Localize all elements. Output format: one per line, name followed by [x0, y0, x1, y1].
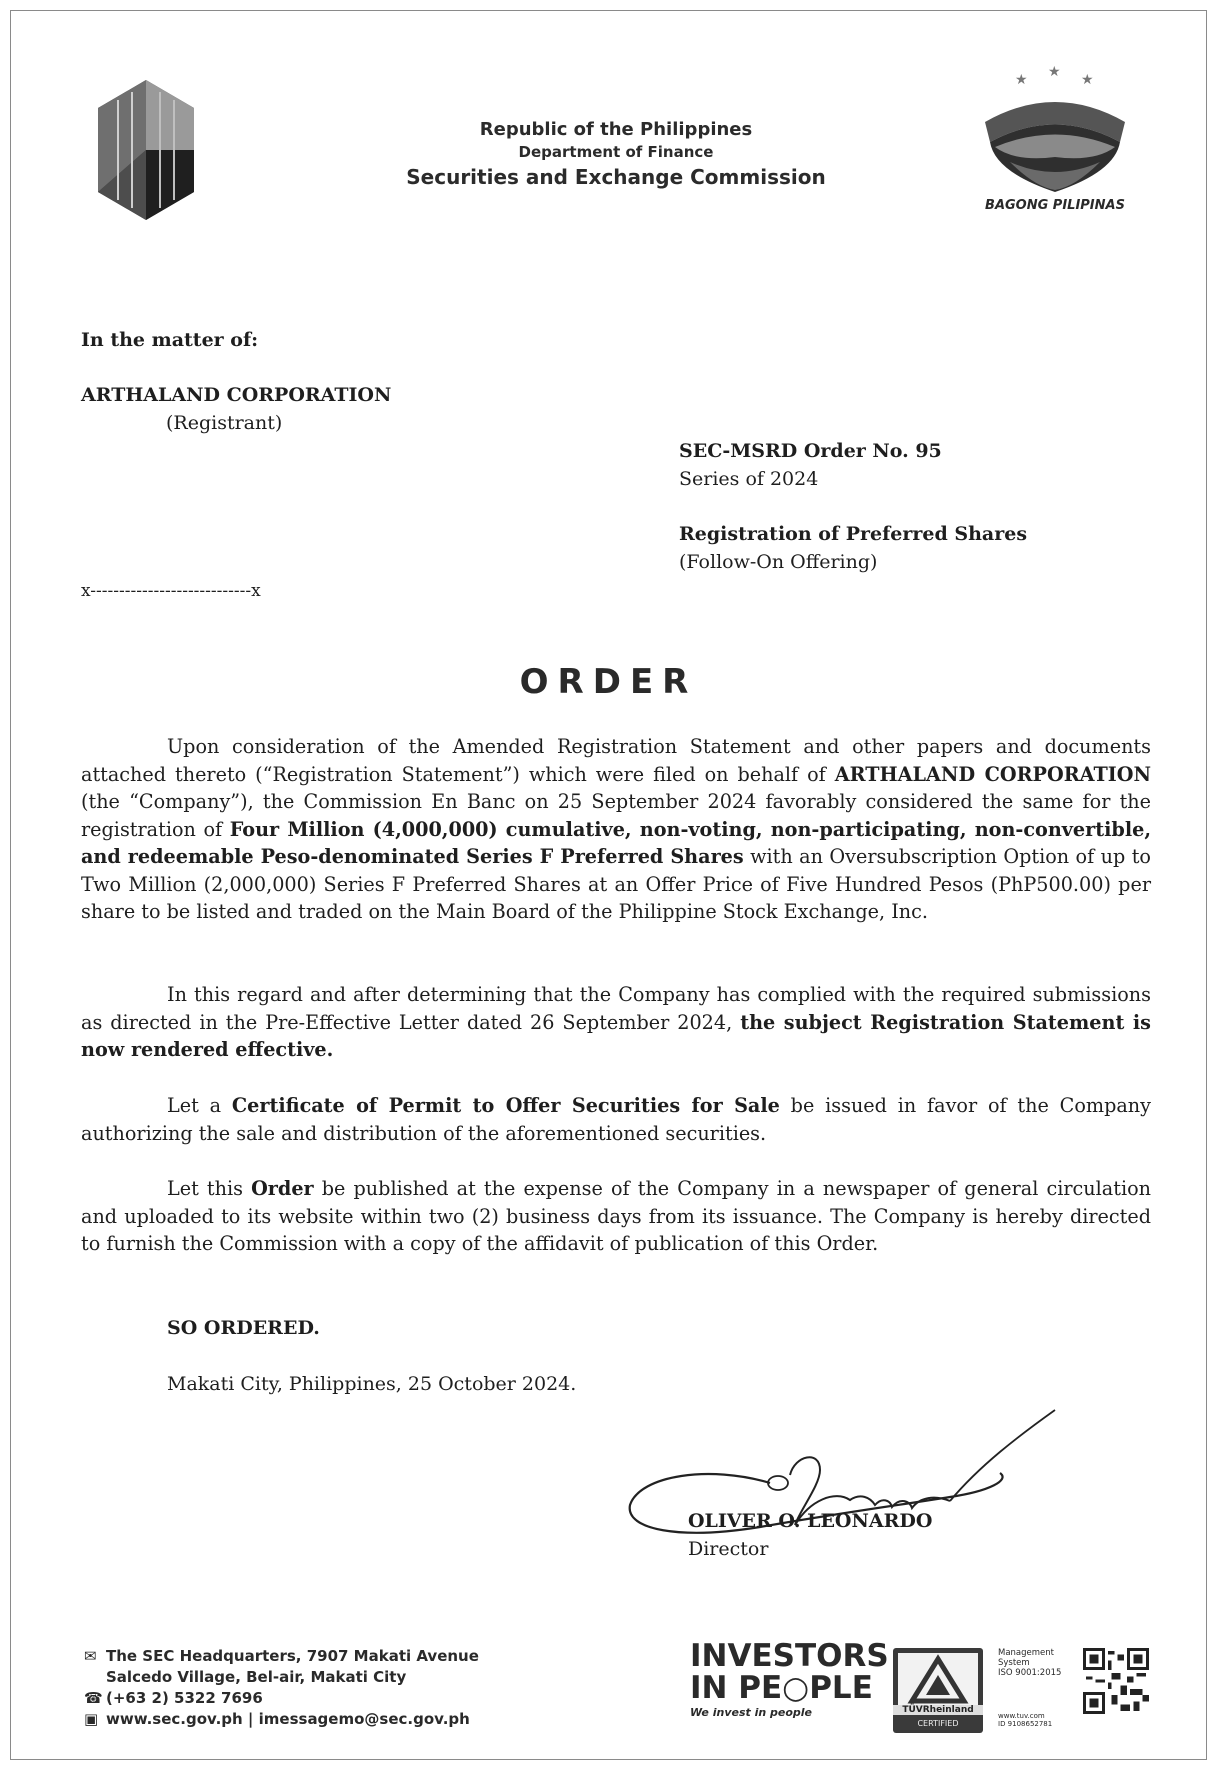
- p1-run: with an Oversubscription Option of up to Two Million (2,000,000) Series F Preferred Shares at an Offer Price of Five Hundred Pesos (PhP500.00) per share to be listed and traded on the Main Board of the Philippine Stock Exchange, Inc.: [81, 845, 1151, 923]
- management-system-web: [998, 1712, 1078, 1728]
- mgmt-line3: ISO 9001:2015: [998, 1668, 1062, 1678]
- mail-icon: ✉: [84, 1647, 97, 1665]
- letterhead-republic: Republic of the Philippines: [479, 119, 753, 140]
- p3-run: Certificate of Permit to Offer Securities for Sale: [231, 1094, 780, 1117]
- registrant-name: ARTHALAND CORPORATION: [81, 384, 392, 406]
- iip-line2: IN PE○PLE: [690, 1670, 873, 1706]
- letterhead-commission: Securities and Exchange Commission: [406, 165, 826, 189]
- letterhead-department: Department of Finance: [518, 143, 714, 161]
- order-series: Series of 2024: [679, 468, 819, 490]
- management-system-text: [998, 1648, 1078, 1678]
- paragraph-4: [81, 1175, 1151, 1258]
- mgmt-line1: Management: [998, 1648, 1054, 1658]
- order-title: ORDER: [519, 662, 698, 702]
- footer-web: [84, 1710, 470, 1728]
- p2-run: In this regard and after determining that the Company has complied with the required submissions as directed in the Pre-Effective Letter dated 26 September 2024,: [81, 983, 1151, 1034]
- tuv-certified: CERTIFIED: [917, 1719, 959, 1728]
- p4-run: Let this: [167, 1177, 252, 1200]
- in-the-matter-label: In the matter of:: [81, 329, 259, 351]
- so-ordered: SO ORDERED.: [167, 1317, 320, 1339]
- svg-text:★: ★: [1015, 72, 1028, 88]
- order-subject-note: (Follow-On Offering): [679, 551, 878, 573]
- mgmt-line2: System: [998, 1658, 1030, 1668]
- signatory-name: OLIVER O. LEONARDO: [688, 1510, 933, 1532]
- tuv-name: TÜVRheinland: [893, 1705, 983, 1715]
- paragraph-3: [81, 1092, 1151, 1147]
- svg-text:★: ★: [1081, 72, 1094, 88]
- bagong-pilipinas-emblem-icon: [955, 62, 1155, 197]
- order-number: SEC-MSRD Order No. 95: [679, 440, 942, 462]
- iip-line1: INVESTORS: [690, 1638, 889, 1674]
- sec-logo-icon: [98, 80, 194, 220]
- registrant-role: (Registrant): [166, 412, 283, 434]
- footer-address-line1: The SEC Headquarters, 7907 Makati Avenue: [106, 1647, 479, 1665]
- signature-icon: [620, 1405, 1060, 1555]
- footer-phone: [84, 1689, 263, 1707]
- footer-address-line2: Salcedo Village, Bel-air, Makati City: [106, 1668, 407, 1686]
- p4-run: be published at the expense of the Company in a newspaper of general circulation and uploaded to its website within two (2) business days from its issuance. The Company is hereby directed to furnish the Commission with a copy of the affidavit of publication of this Order.: [81, 1177, 1151, 1255]
- p1-run: (the “Company”), the Commission En Banc on 25 September 2024 favorably considered the same for the registration of: [81, 790, 1151, 841]
- footer-phone-number: (+63 2) 5322 7696: [106, 1689, 263, 1707]
- qr-code-icon: [1083, 1648, 1149, 1714]
- p1-run: Upon consideration of the Amended Registration Statement and other papers and documents attached thereto (“Registration Statement”) which were filed on behalf of: [81, 735, 1151, 786]
- paragraph-1: [81, 733, 1151, 926]
- iip-tagline: We invest in people: [690, 1706, 813, 1719]
- bagong-pilipinas-logo: [955, 62, 1155, 232]
- investors-in-people-logo: [690, 1640, 890, 1730]
- p3-run: be issued in favor of the Company authorizing the sale and distribution of the aforementioned securities.: [81, 1094, 1151, 1145]
- tuv-certification-badge: [893, 1648, 983, 1733]
- footer-address-1: [84, 1647, 479, 1665]
- order-subject: Registration of Preferred Shares: [679, 523, 1028, 545]
- bagong-pilipinas-caption: BAGONG PILIPINAS: [985, 198, 1125, 213]
- svg-text:★: ★: [1048, 64, 1061, 80]
- signatory-title: Director: [688, 1538, 769, 1560]
- phone-icon: ☎: [84, 1689, 103, 1707]
- p3-run: Let a: [167, 1094, 232, 1117]
- paragraph-2: [81, 981, 1151, 1064]
- place-and-date: Makati City, Philippines, 25 October 2024.: [167, 1373, 577, 1395]
- footer-web-text[interactable]: www.sec.gov.ph | imessagemo@sec.gov.ph: [106, 1710, 470, 1728]
- p1-run: Four Million (4,000,000) cumulative, non-voting, non-participating, non-convertible, and redeemable Peso-denominated Series F Preferred Shares: [81, 817, 1151, 868]
- tuv-triangle-icon: [898, 1653, 978, 1707]
- p1-run: ARTHALAND CORPORATION: [834, 762, 1151, 786]
- letterhead: [380, 118, 852, 192]
- mgmt-id: ID 9108652781: [998, 1720, 1053, 1728]
- mgmt-web: www.tuv.com: [998, 1712, 1045, 1720]
- p2-run: the subject Registration Statement is now rendered effective.: [81, 1010, 1151, 1061]
- web-icon: ▣: [84, 1710, 99, 1728]
- p4-run: Order: [251, 1177, 314, 1200]
- caption-separator: x----------------------------x: [81, 581, 261, 601]
